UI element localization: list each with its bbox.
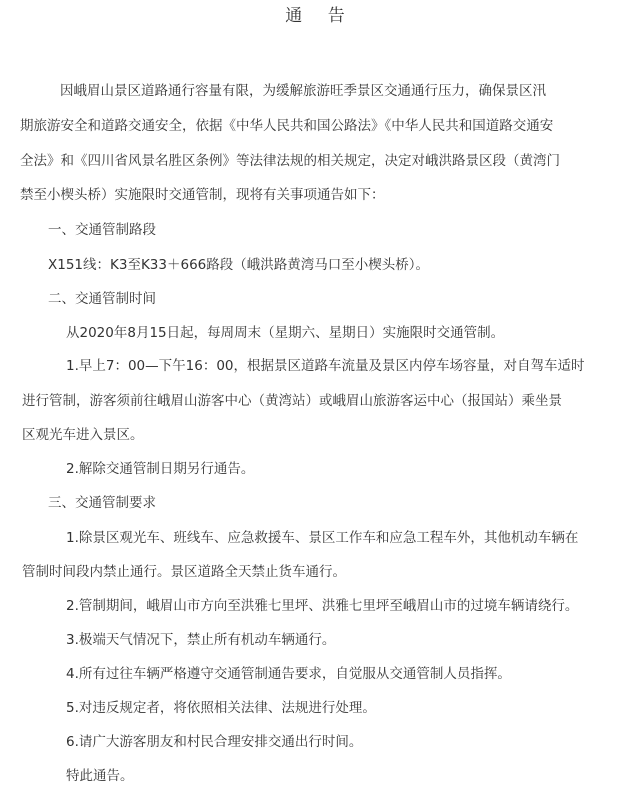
section3-item6: 6.请广大游客朋友和村民合理安排交通出行时间。 <box>66 734 363 750</box>
section1-heading: 一、交通管制路段 <box>48 222 156 238</box>
intro-line-4: 禁至小楔头桥）实施限时交通管制，现将有关事项通告如下： <box>20 187 385 203</box>
section1-text: X151线：K3至K33＋666路段（峨洪路黄湾马口至小楔头桥）。 <box>48 257 430 273</box>
section3-item4: 4.所有过往车辆严格遵守交通管制通告要求，自觉服从交通管制人员指挥。 <box>66 666 511 682</box>
section3-item3: 3.极端天气情况下，禁止所有机动车辆通行。 <box>66 632 336 648</box>
section3-heading: 三、交通管制要求 <box>48 495 156 511</box>
section2-item1-line-2: 进行管制，游客须前往峨眉山游客中心（黄湾站）或峨眉山旅游客运中心（报国站）乘坐景 <box>22 393 562 409</box>
section2-item1-line-1: 1.早上7：00—下午16：00，根据景区道路车流量及景区内停车场容量，对自驾车适时 <box>66 358 585 374</box>
section3-item1-line-1: 1.除景区观光车、班线车、应急救援车、景区工作车和应急工程车外，其他机动车辆在 <box>66 530 579 546</box>
intro-line-3: 全法》和《四川省风景名胜区条例》等法律法规的相关规定，决定对峨洪路景区段（黄湾门 <box>20 153 560 169</box>
intro-line-1: 因峨眉山景区道路通行容量有限，为缓解旅游旺季景区交通通行压力，确保景区汛 <box>60 83 546 99</box>
section2-item2: 2.解除交通管制日期另行通告。 <box>66 461 255 477</box>
notice-title: 通 告 <box>285 6 355 26</box>
closing-line: 特此通告。 <box>66 768 134 784</box>
section2-heading: 二、交通管制时间 <box>48 291 156 307</box>
section3-item2: 2.管制期间，峨眉山市方向至洪雅七里坪、洪雅七里坪至峨眉山市的过境车辆请绕行。 <box>66 598 579 614</box>
section3-item5: 5.对违反规定者，将依照相关法律、法规进行处理。 <box>66 700 376 716</box>
section2-text: 从2020年8月15日起，每周周末（星期六、星期日）实施限时交通管制。 <box>66 325 505 341</box>
section2-item1-line-3: 区观光车进入景区。 <box>22 427 144 443</box>
section3-item1-line-2: 管制时间段内禁止通行。景区道路全天禁止货车通行。 <box>22 564 346 580</box>
intro-line-2: 期旅游安全和道路交通安全，依据《中华人民共和国公路法》《中华人民共和国道路交通安 <box>20 118 554 134</box>
